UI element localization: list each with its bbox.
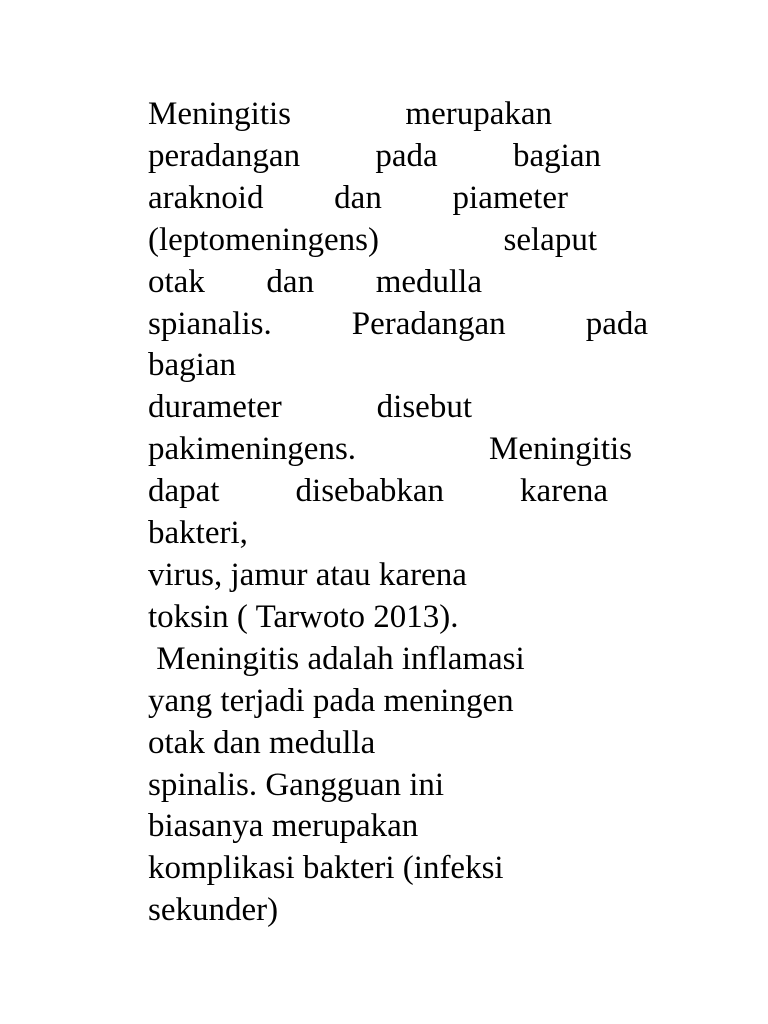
text-line: otak dan medulla [148,724,376,761]
body-text [148,94,648,932]
text-line: otak dan medulla [148,263,482,300]
text-line: araknoid dan piameter [148,179,568,216]
text-line: (leptomeningens) selaput [148,221,597,258]
text-line: bakteri, [148,515,248,552]
text-line: toksin ( Tarwoto 2013). [148,598,459,635]
text-line: yang terjadi pada meningen [148,682,514,719]
text-line: spinalis. Gangguan ini [148,766,445,803]
text-line: biasanya merupakan [148,808,419,845]
text-line: virus, jamur atau karena [148,556,467,593]
text-line: pakimeningens. Meningitis [148,431,632,468]
text-line: Meningitis adalah inflamasi [148,640,525,677]
text-line: sekunder) [148,892,279,929]
text-line: komplikasi bakteri (infeksi [148,850,504,887]
text-line: durameter disebut [148,389,472,426]
text-line: bagian [148,347,236,384]
text-line: Meningitis merupakan [148,96,552,132]
text-line: peradangan pada bagian [148,137,601,174]
text-line: dapat disebabkan karena [148,473,608,510]
text-line: spianalis. Peradangan pada [148,305,648,342]
